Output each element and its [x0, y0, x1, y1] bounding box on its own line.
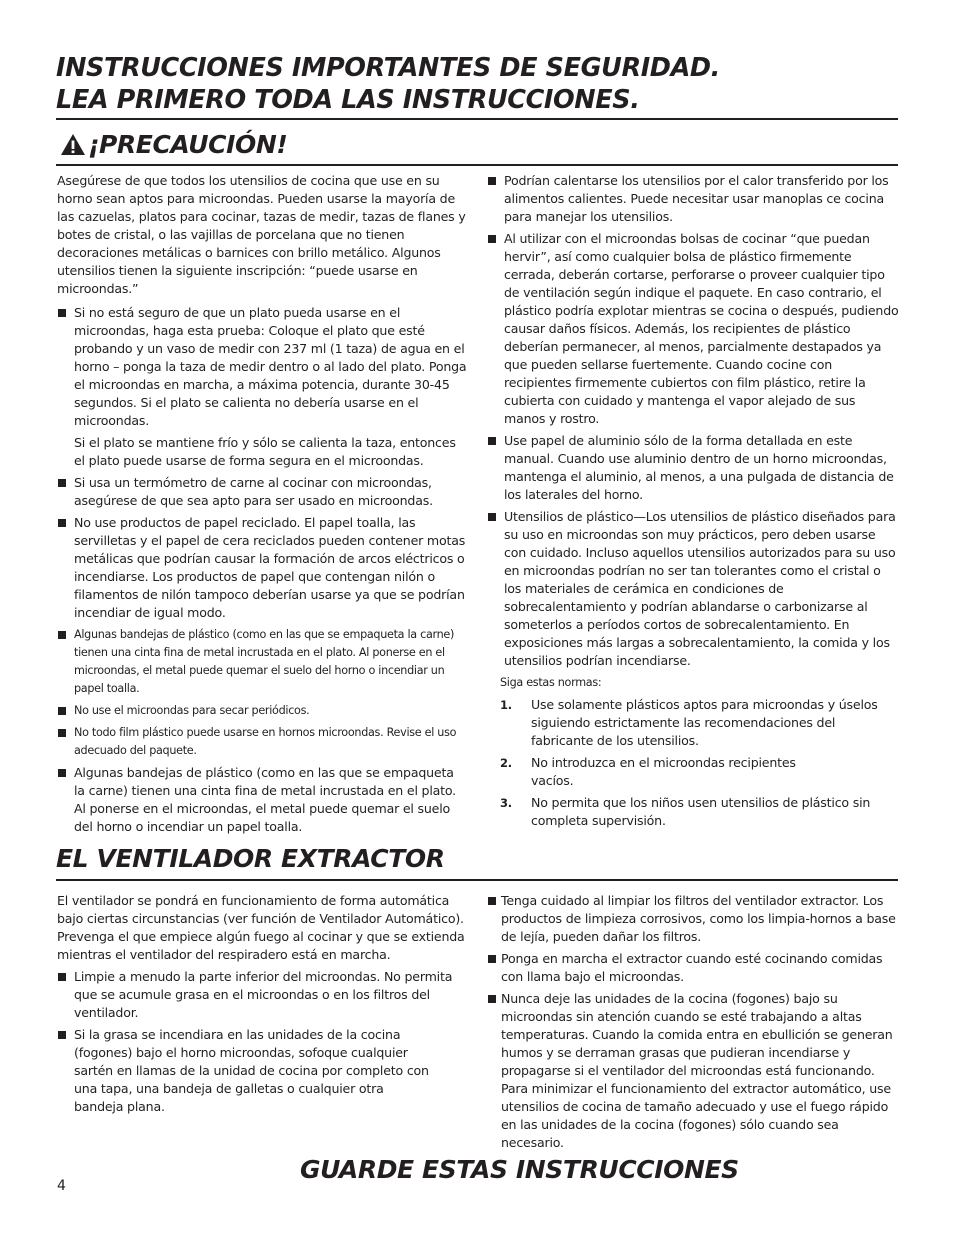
- list-item-text: Limpie a menudo la parte inferior del microondas. No permita que se acumule grasa en el microondas o en los filtros del ventilador.: [74, 969, 453, 1020]
- caution-heading: [60, 128, 287, 160]
- rules-intro: Siga estas normas:: [500, 676, 602, 689]
- list-item-text: Tenga cuidado al limpiar los filtros del ventilador extractor. Los productos de limpieza corrosivos, como los limpia-hornos a base de lejía, pueden dañar los filtros.: [501, 893, 896, 944]
- list-item: [487, 950, 899, 986]
- numbered-item-text: No introduzca en el microondas recipientes vacíos.: [531, 755, 796, 788]
- fan-left-column: [57, 892, 469, 1116]
- bullet-square-icon: [58, 479, 66, 487]
- list-item-text: Algunas bandejas de plástico (como en las que se empaqueta la carne) tienen una cinta fina de metal incrustada en el plato. Al ponerse en el microondas, el metal puede quemar el suelo del horno o incendiar un papel toalla.: [74, 765, 456, 834]
- caution-rule: [56, 164, 898, 166]
- item-number: 1.: [500, 698, 512, 712]
- list-item: [487, 508, 899, 670]
- numbered-item-text: No permita que los niños usen utensilios de plástico sin completa supervisión.: [531, 795, 871, 828]
- list-item-text: Nunca deje las unidades de la cocina (fogones) bajo su microondas sin atención cuando se esté trabajando a altas temperaturas. Cuando la comida entra en ebullición se generan humos y se derraman grasas que pudieran incendiarse y propagarse si el ventilador del microondas está funcionando. Para minimizar el funcionamiento del extractor automático, use utensilios de cocina de tamaño adecuado y use el fuego rápido en las unidades de la cocina (fogones) sólo cuando sea necesario.: [501, 991, 893, 1150]
- list-item: [57, 764, 467, 836]
- list-item-text: Si no está seguro de que un plato pueda usarse en el microondas, haga esta prueba: Coloque el plato que esté probando y un vaso de medir con 237 ml (1 taza) de agua en el horno – ponga la taza de medir dentro o al lado del plato. Ponga el microondas en marcha, a máxima potencia, durante 30-45 segundos. Si el plato se calienta no debería usarse en el microondas.: [74, 305, 467, 428]
- list-item: [487, 892, 899, 946]
- numbered-item: [500, 754, 899, 790]
- bullet-square-icon: [58, 769, 66, 777]
- list-item: [487, 172, 899, 226]
- item-number: 3.: [500, 796, 512, 810]
- numbered-item: [500, 794, 899, 830]
- precaution-right-column: [487, 172, 899, 830]
- list-item-text: Al utilizar con el microondas bolsas de cocinar “que puedan hervir”, así como cualquier bolsa de plástico firmemente cerrada, deberán cortarse, perforarse o proveer cualquier tipo de ventilación según indique el paquete. En caso contrario, el plástico podría explotar mientras se cocina o después, pudiendo causar daños físicos. Además, los recipientes de plástico deberían permanecer, al menos, parcialmente destapados ya que pueden sellarse fuertemente. Cuando cocine con recipientes firmemente cubiertos con film plástico, retire la cubierta con cuidado y mantenga el vapor alejado de sus manos y rostro.: [504, 231, 899, 426]
- fan-section-rule: [56, 879, 898, 881]
- bullet-square-icon: [488, 995, 496, 1003]
- title-line-1: INSTRUCCIONES IMPORTANTES DE SEGURIDAD.: [56, 53, 720, 83]
- numbered-item-text: Use solamente plásticos aptos para microondas y úselos siguiendo estrictamente las recomendaciones del fabricante de los utensilios.: [531, 697, 878, 748]
- precaution-intro: Asegúrese de que todos los utensilios de cocina que use en su horno sean aptos para microondas. Pueden usarse la mayoría de las cazuelas, platos para cocinar, tazas de medir, tazas de flanes y botes de cristal, o las vajillas de porcelana que no tienen decoraciones metálicas o barnices con brillo metálico. Algunos utensilios tienen la siguiente inscripción: “puede usarse en microondas.”: [57, 173, 466, 296]
- list-item-text: No use productos de papel reciclado. El papel toalla, las servilletas y el papel de cera reciclados pueden contener motas metálicas que podrían causar la formación de arcos eléctricos o incendiarse. Los productos de papel que contengan nilón o filamentos de nilón tampoco deberían usarse ya que se podrían incendiar de igual modo.: [74, 515, 466, 620]
- list-item: [57, 702, 467, 720]
- list-item: [57, 626, 467, 698]
- list-item-text: No use el microondas para secar periódicos.: [74, 704, 310, 717]
- precaution-followup: Si el plato se mantiene frío y sólo se calienta la taza, entonces el plato puede usarse de forma segura en el microondas.: [74, 435, 456, 468]
- list-item-text: Si la grasa se incendiara en las unidades de la cocina (fogones) bajo el horno microondas, sofoque cualquier sartén en llamas de la unidad de cocina por completo con una tapa, una bandeja de galletas o cualquier otra bandeja plana.: [74, 1027, 429, 1114]
- bullet-square-icon: [58, 707, 66, 715]
- list-item: [487, 990, 899, 1152]
- list-item: [57, 968, 469, 1022]
- bullet-square-icon: [58, 729, 66, 737]
- bullet-square-icon: [488, 897, 496, 905]
- list-item: [57, 724, 467, 760]
- page-number: 4: [57, 1178, 66, 1194]
- caution-title: ¡PRECAUCIÓN!: [88, 129, 288, 159]
- list-item: [57, 304, 467, 430]
- save-instructions-title: GUARDE ESTAS INSTRUCCIONES: [300, 1155, 739, 1184]
- fan-intro: El ventilador se pondrá en funcionamiento de forma automática bajo ciertas circunstancias (ver función de Ventilador Automático). Prevenga el que empiece algún fuego al cocinar y que se extienda mientras el ventilador del respiradero está en marcha.: [57, 893, 465, 962]
- list-item-text: Algunas bandejas de plástico (como en las que se empaqueta la carne) tienen una cinta fina de metal incrustada en el plato. Al ponerse en el microondas, el metal puede quemar el suelo del horno o incendiar un papel toalla.: [74, 628, 455, 695]
- list-item-text: Ponga en marcha el extractor cuando esté cocinando comidas con llama bajo el microondas.: [501, 951, 883, 984]
- fan-right-column: [487, 892, 899, 1152]
- list-item-text: Si usa un termómetro de carne al cocinar con microondas, asegúrese de que sea apto para ser usado en microondas.: [74, 475, 433, 508]
- bullet-square-icon: [488, 513, 496, 521]
- bullet-square-icon: [58, 519, 66, 527]
- bullet-square-icon: [58, 1031, 66, 1039]
- numbered-item: [500, 696, 899, 750]
- list-item: [57, 474, 467, 510]
- list-item-text: Utensilios de plástico—Los utensilios de plástico diseñados para su uso en microondas son muy prácticos, pero deben usarse con cuidado. Incluso aquellos utensilios autorizados para su uso en microondas podrían no ser tan tolerantes como el cristal o los materiales de cerámica en condiciones de sobrecalentamiento y podrían ablandarse o carbonizarse al someterlos a períodos cortos de sobrecalentamiento. En exposiciones más largas a sobrecalentamiento, la comida y los utensilios podrían incendiarse.: [504, 509, 896, 668]
- title-line-2: LEA PRIMERO TODA LAS INSTRUCCIONES.: [56, 85, 640, 115]
- bullet-square-icon: [58, 631, 66, 639]
- item-number: 2.: [500, 756, 512, 770]
- fan-section-title: EL VENTILADOR EXTRACTOR: [56, 844, 445, 873]
- bullet-square-icon: [488, 955, 496, 963]
- bullet-square-icon: [488, 437, 496, 445]
- list-item: [487, 230, 899, 428]
- page-title: [56, 52, 916, 116]
- list-item: [57, 1026, 469, 1116]
- bullet-square-icon: [488, 235, 496, 243]
- list-item: [57, 514, 467, 622]
- bullet-square-icon: [58, 309, 66, 317]
- warning-triangle-icon: [60, 133, 86, 156]
- bullet-square-icon: [488, 177, 496, 185]
- title-rule: [56, 118, 898, 120]
- precaution-left-column: [57, 172, 467, 836]
- list-item-text: Use papel de aluminio sólo de la forma detallada en este manual. Cuando use aluminio dentro de un horno microondas, mantenga el aluminio, al menos, a una pulgada de distancia de los laterales del horno.: [504, 433, 894, 502]
- list-item-text: Podrían calentarse los utensilios por el calor transferido por los alimentos calientes. Puede necesitar usar manoplas ce cocina para manejar los utensilios.: [504, 173, 889, 224]
- list-item-text: No todo film plástico puede usarse en hornos microondas. Revise el uso adecuado del paquete.: [74, 726, 457, 757]
- list-item: [487, 432, 899, 504]
- bullet-square-icon: [58, 973, 66, 981]
